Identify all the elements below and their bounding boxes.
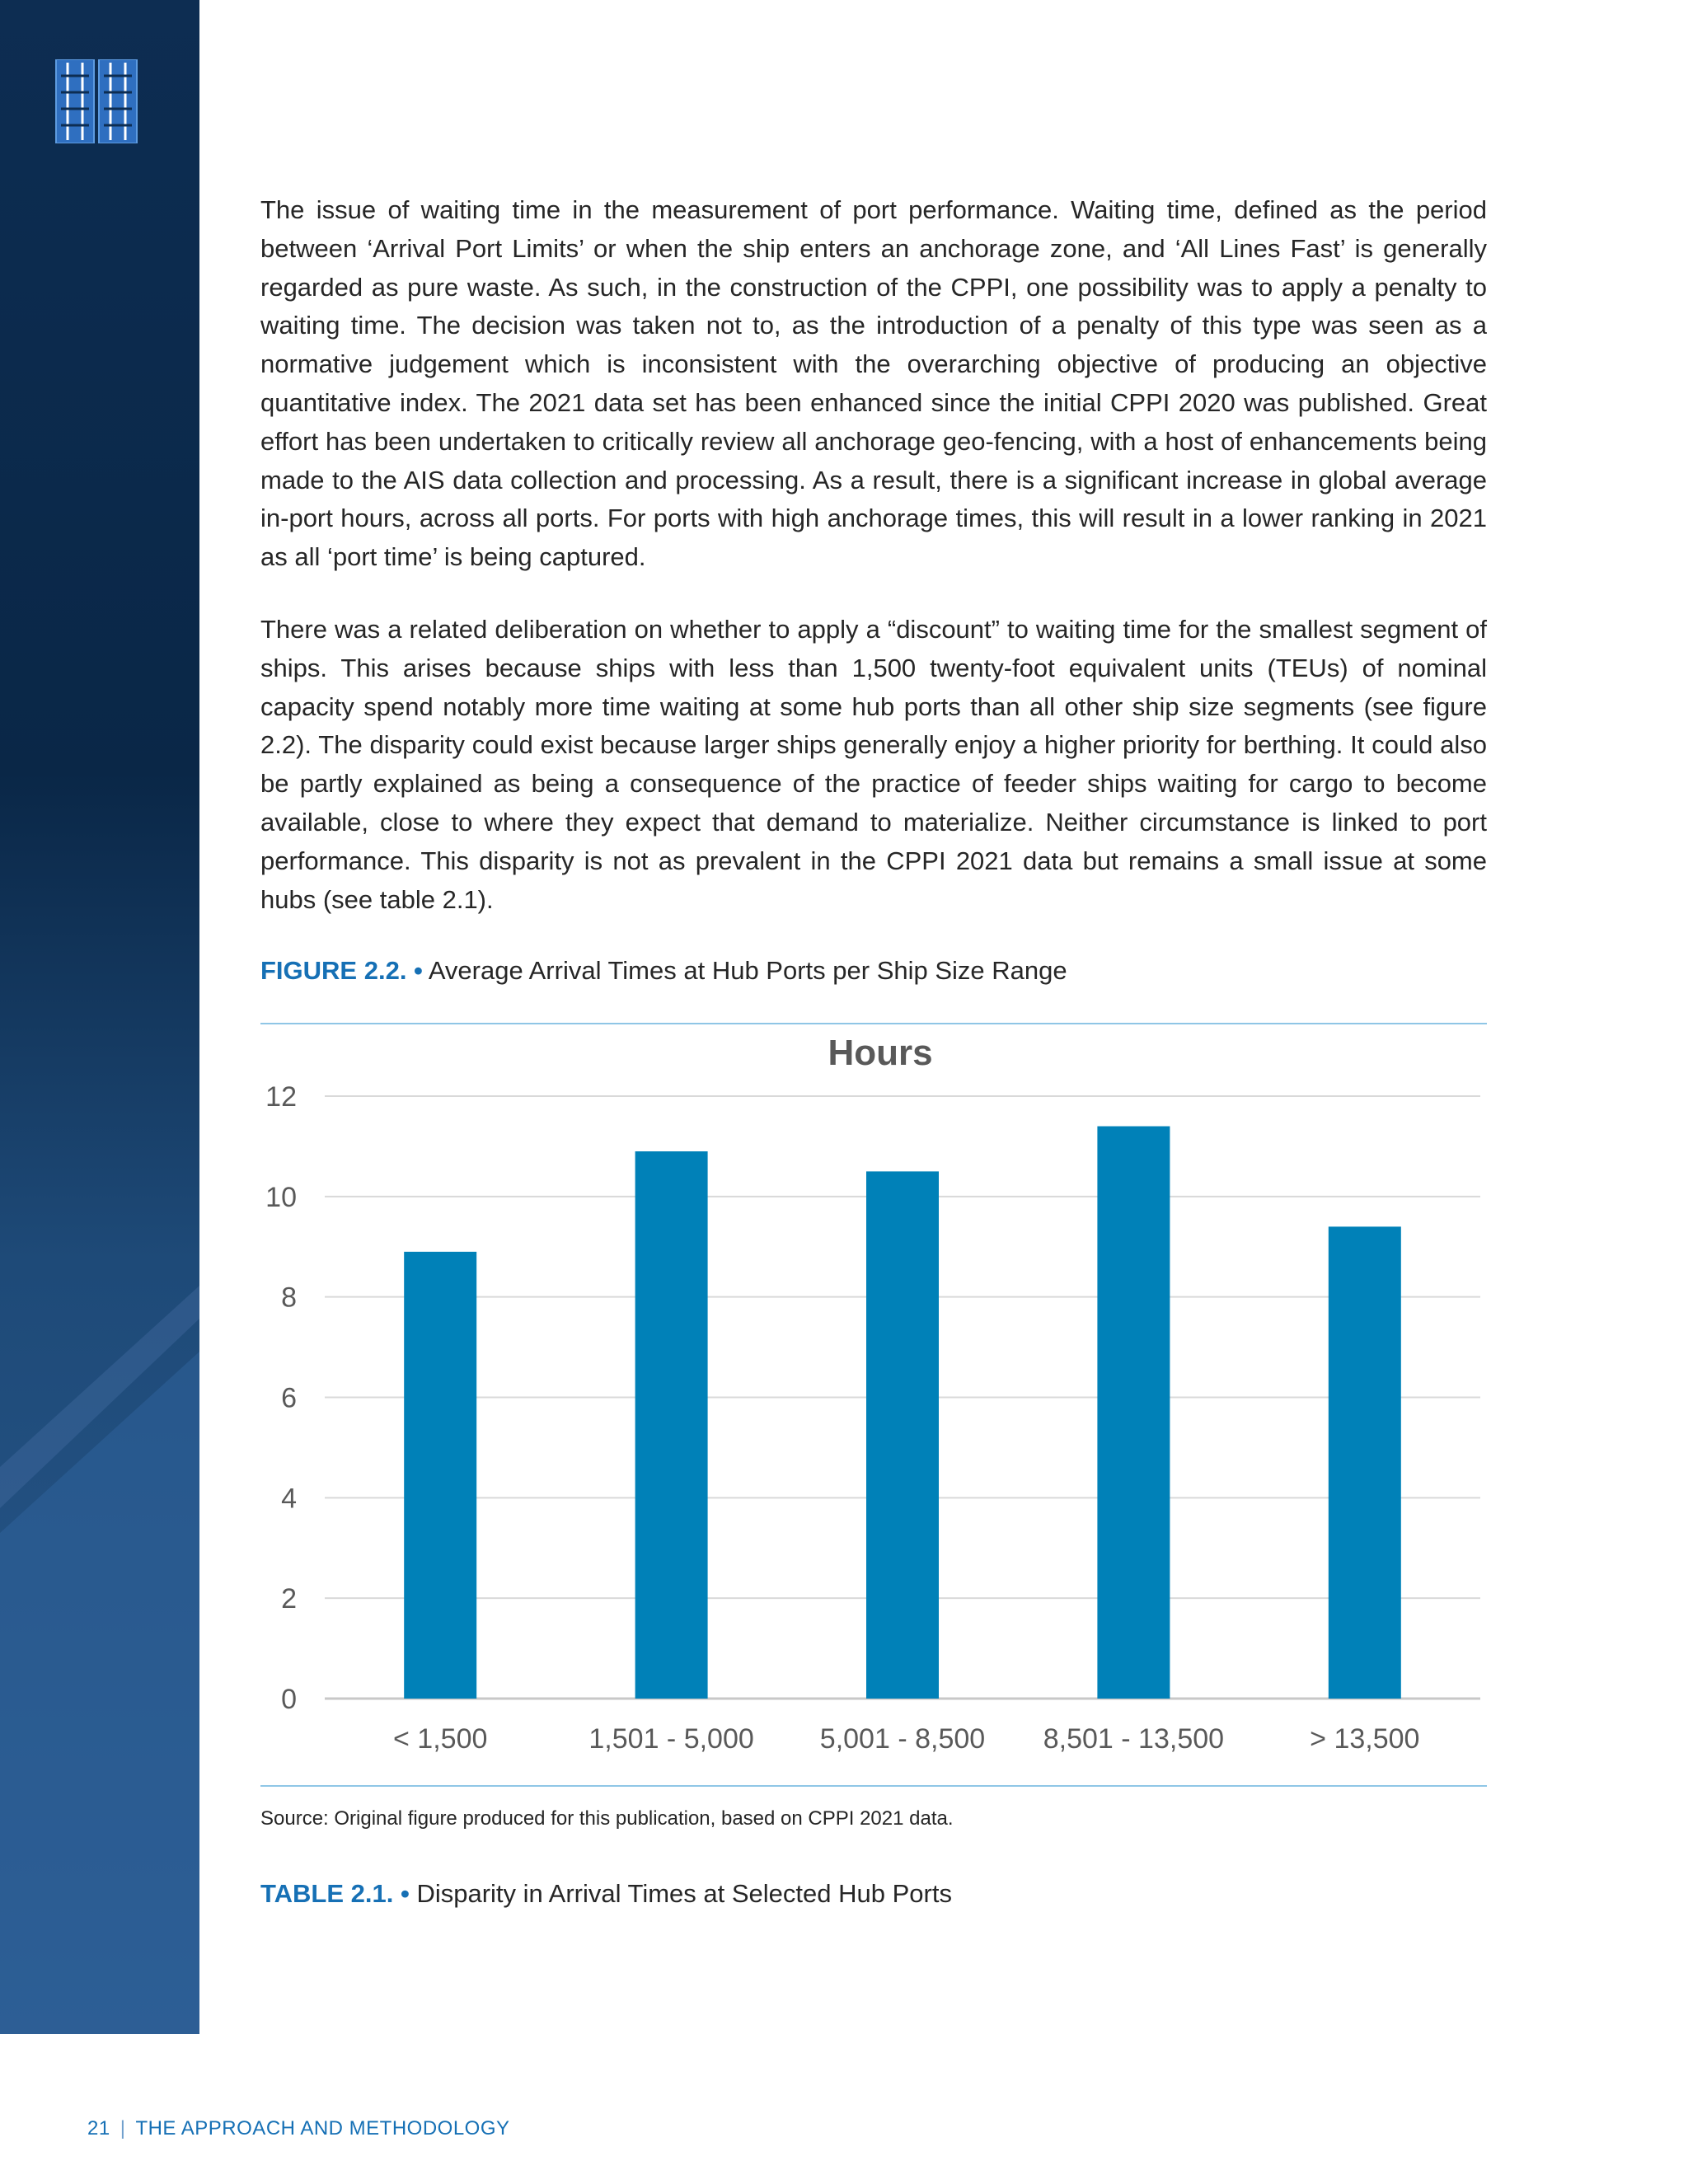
figure-caption <box>260 954 1067 987</box>
y-tick-label: 8 <box>281 1282 297 1314</box>
bar-3 <box>866 1171 939 1699</box>
footer-section-title: THE APPROACH AND METHODOLOGY <box>135 2117 510 2139</box>
page-number: 21 <box>87 2117 110 2139</box>
body-paragraph-waiting-time: The issue of waiting time in the measurement of port performance. Waiting time, defined as the period between ‘Arrival Port Limits’ or when the ship enters an anchorage zone, and ‘All Lines Fast’ is generally regarded as pure waste. As such, in the construction of the CPPI, one possibility was to apply a penalty to waiting time. The decision was taken not to, as the introduction of a penalty of this type was seen as a normative judgement which is inconsistent with the overarching objective of producing an objective quantitative index. The 2021 data set has been enhanced since the initial CPPI 2020 was published. Great effort has been undertaken to critically review all anchorage geo-fencing, with a host of enhancements being made to the AIS data collection and processing. As a result, there is a significant increase in global average in-port hours, across all ports. For ports with high anchorage times, this will result in a lower ranking in 2021 as all ‘port time’ is being captured. <box>260 195 1487 572</box>
chart-title: Hours <box>828 1033 933 1073</box>
figure-bottom-rule <box>260 1785 1487 1787</box>
table-label: TABLE 2.1. • <box>260 1879 410 1908</box>
table-title: Disparity in Arrival Times at Selected Hub Ports <box>416 1879 952 1908</box>
x-tick-label: > 13,500 <box>1310 1723 1420 1755</box>
figure-label: FIGURE 2.2. • <box>260 956 423 985</box>
x-axis-tick-labels <box>393 1723 1419 1755</box>
y-tick-label: 12 <box>265 1081 297 1113</box>
x-tick-label: 1,501 - 5,000 <box>588 1723 754 1755</box>
y-tick-label: 6 <box>281 1382 297 1414</box>
x-tick-label: < 1,500 <box>393 1723 488 1755</box>
bar-1 <box>404 1252 476 1699</box>
bar-chart <box>260 1027 1487 1783</box>
y-tick-label: 10 <box>265 1181 297 1213</box>
bar-4 <box>1097 1127 1170 1699</box>
body-paragraph-discount: There was a related deliberation on whether to apply a “discount” to waiting time for the smallest segment of ships. This arises because ships with less than 1,500 twenty-foot equivalent units (TEUs) of nominal capacity spend notably more time waiting at some hub ports than all other ship size segments (see figure 2.2). The disparity could exist because larger ships generally enjoy a higher priority for berthing. It could also be partly explained as being a consequence of the practice of feeder ships waiting for cargo to become available, close to where they expect that demand to materialize. Neither circumstance is linked to port performance. This disparity is not as prevalent in the CPPI 2021 data but remains a small issue at some hubs (see table 2.1). <box>260 615 1487 914</box>
decorative-sidebar <box>0 0 199 2034</box>
figure-top-rule <box>260 1023 1487 1024</box>
container-logo-icon <box>54 59 138 143</box>
figure-title: Average Arrival Times at Hub Ports per Ship Size Range <box>428 956 1067 985</box>
footer-separator: | <box>120 2117 126 2139</box>
bar-2 <box>635 1151 708 1699</box>
y-tick-label: 2 <box>281 1583 297 1615</box>
y-tick-label: 0 <box>281 1684 297 1715</box>
table-caption <box>260 1877 952 1910</box>
chart-bars <box>404 1127 1401 1699</box>
x-tick-label: 8,501 - 13,500 <box>1043 1723 1225 1755</box>
figure-source-note: Source: Original figure produced for this publication, based on CPPI 2021 data. <box>260 1807 954 1830</box>
x-tick-label: 5,001 - 8,500 <box>819 1723 986 1755</box>
y-axis-tick-labels <box>265 1081 297 1715</box>
y-tick-label: 4 <box>281 1483 297 1515</box>
page-footer <box>87 2116 510 2141</box>
bar-5 <box>1329 1226 1401 1699</box>
sidebar-shading <box>0 0 199 2034</box>
